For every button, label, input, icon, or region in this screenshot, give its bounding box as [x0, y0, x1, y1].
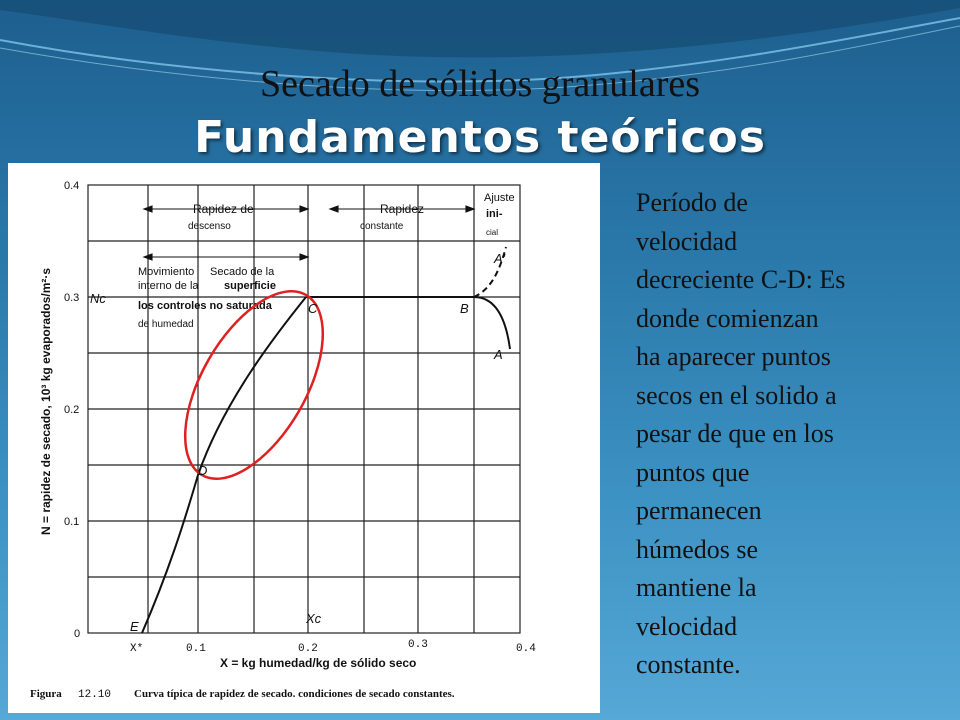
x-tick-label: 0.2: [298, 643, 318, 655]
caption-number: 12.10: [78, 689, 112, 701]
body-line: secos en el solido a: [636, 380, 837, 410]
body-line: velocidad: [636, 226, 738, 256]
x-tick-label: 0.3: [408, 639, 428, 651]
slide-body-text: [636, 184, 936, 685]
body-line: pesar de que en los: [636, 419, 834, 448]
point-e-label: E: [130, 619, 139, 634]
arrow-head: [300, 206, 308, 212]
slide-title: Secado de sólidos granulares: [259, 63, 701, 105]
region-label: ini-: [486, 208, 503, 220]
region-label: Movimiento: [138, 266, 195, 278]
region-label: Ajuste: [484, 192, 515, 204]
y-tick-label: 0.3: [64, 292, 80, 304]
point-a-prime-label: A': [494, 251, 506, 266]
y-tick-label: 0.4: [64, 180, 80, 192]
region-label: Rapidez: [380, 202, 425, 216]
body-line: constante.: [636, 650, 741, 679]
body-line: puntos que: [636, 457, 750, 487]
region-label: constante: [360, 221, 404, 232]
point-d-label: D: [198, 463, 208, 478]
arrow-head: [466, 206, 474, 212]
drying-rate-chart: [8, 163, 600, 713]
x-axis-label: X = kg humedad/kg de sólido seco: [220, 656, 417, 670]
curve-segment-b-a: [474, 297, 510, 349]
arrow-head: [300, 254, 308, 260]
body-line: Período de: [636, 188, 748, 217]
point-b-label: B: [460, 301, 469, 316]
caption-figura: Figura: [30, 688, 62, 700]
region-label: de humedad: [138, 319, 194, 330]
region-label: Rapidez de: [193, 202, 254, 216]
arrow-head: [330, 206, 338, 212]
body-line: mantiene la: [636, 573, 757, 602]
drying-rate-figure: [8, 163, 600, 713]
x-tick-label: 0.4: [516, 643, 536, 655]
body-line: ha aparecer puntos: [636, 342, 831, 371]
region-label: descenso: [188, 221, 231, 232]
xc-label: Xc: [306, 611, 322, 626]
region-label: superficie: [224, 280, 276, 292]
region-label: los controles no saturada: [138, 300, 272, 312]
body-line: decreciente C-D: Es: [636, 265, 846, 294]
body-line: húmedos se: [636, 534, 759, 564]
nc-label: Nc: [90, 291, 106, 306]
body-line: donde comienzan: [636, 303, 819, 333]
region-label: cial: [486, 228, 499, 237]
curve-segment-e-d: [142, 475, 198, 633]
region-label: Secado de la: [210, 266, 275, 278]
body-line: velocidad: [636, 611, 738, 641]
x-tick-label: X*: [130, 643, 144, 655]
region-label: interno de la: [138, 280, 199, 292]
x-tick-label: 0.1: [186, 643, 206, 655]
y-tick-label: 0.1: [64, 516, 80, 528]
point-c-label: C: [308, 301, 318, 316]
caption-text: Curva típica de rapidez de secado. condiciones de secado constantes.: [134, 688, 455, 700]
y-tick-label: 0: [74, 628, 81, 640]
y-axis-label: N = rapidez de secado, 10³ kg evaporados/m²·s: [39, 267, 53, 535]
curve-segment-d-c: [198, 297, 306, 475]
y-tick-label: 0.2: [64, 404, 80, 416]
slide-subtitle: Fundamentos teóricos: [194, 112, 766, 163]
body-line: permanecen: [636, 496, 762, 525]
point-a-label: A: [494, 347, 503, 362]
